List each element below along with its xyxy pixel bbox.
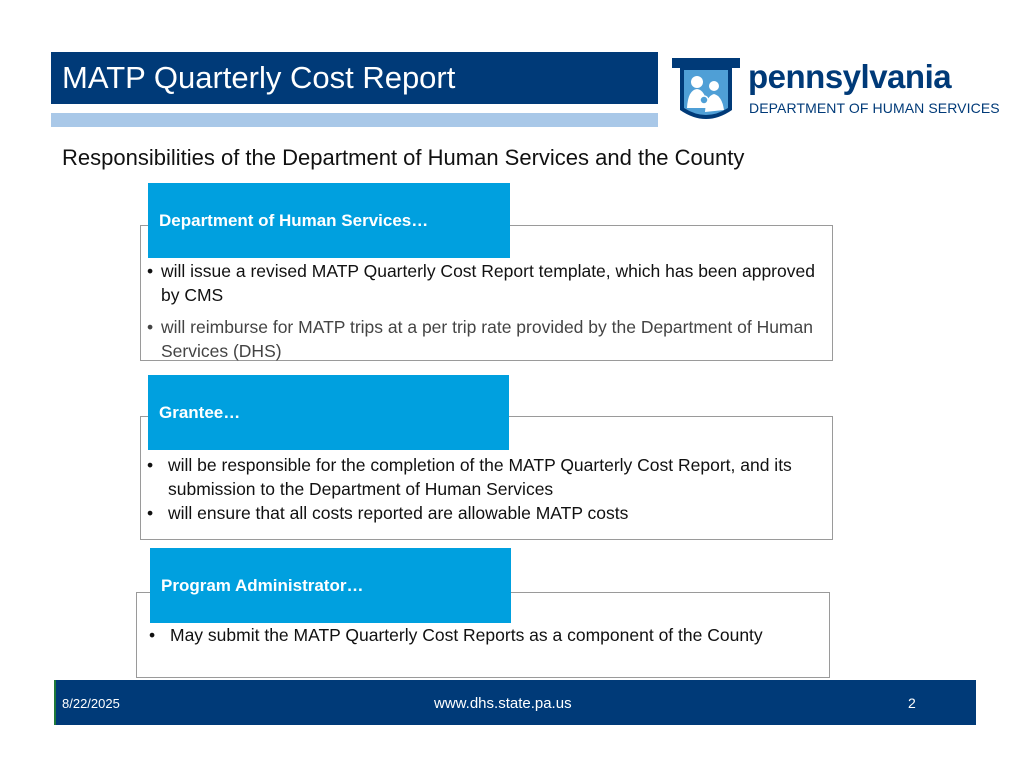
footer-date: 8/22/2025 <box>62 696 120 711</box>
dhs-bullet-list <box>147 259 827 363</box>
list-item: • will be responsible for the completion of the MATP Quarterly Cost Report, and its submission to the Department of Human Services <box>147 453 817 501</box>
dhs-logo <box>670 56 1005 126</box>
grantee-bullet-list <box>147 453 817 525</box>
list-item: • will issue a revised MATP Quarterly Cost Report template, which has been approved by CMS <box>147 259 827 307</box>
slide-subtitle: Responsibilities of the Department of Human Services and the County <box>62 145 745 170</box>
program-admin-heading: Program Administrator… <box>150 548 511 623</box>
title-divider <box>51 104 658 107</box>
program-admin-bullet-list <box>149 623 789 647</box>
slide-title: MATP Quarterly Cost Report <box>51 52 658 104</box>
list-item: • May submit the MATP Quarterly Cost Reports as a component of the County <box>149 623 789 647</box>
logo-subtitle: DEPARTMENT OF HUMAN SERVICES <box>749 100 1000 116</box>
logo-wordmark: pennsylvania <box>748 58 952 95</box>
slide-number: 2 <box>908 695 916 711</box>
dhs-heading: Department of Human Services… <box>148 183 510 258</box>
list-item: • will ensure that all costs reported are allowable MATP costs <box>147 501 817 525</box>
list-item: • will reimburse for MATP trips at a per trip rate provided by the Department of Human Services (DHS) <box>147 315 827 363</box>
title-underline-bar <box>51 113 658 127</box>
grantee-heading: Grantee… <box>148 375 509 450</box>
keystone-family-icon <box>670 56 742 124</box>
footer-url[interactable]: www.dhs.state.pa.us <box>434 695 572 712</box>
footer-bar <box>54 680 976 725</box>
footer-accent <box>54 680 56 725</box>
